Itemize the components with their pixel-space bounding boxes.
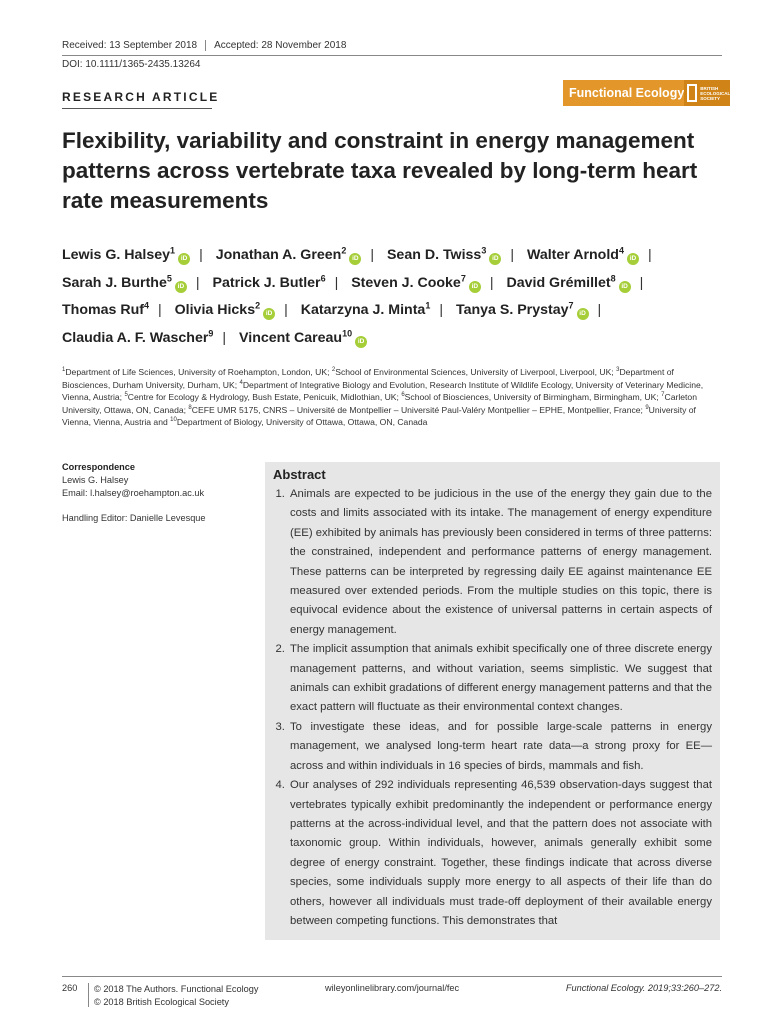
author-separator: | xyxy=(439,302,444,318)
orcid-icon[interactable]: iD xyxy=(619,281,631,293)
affiliation-text: CEFE UMR 5175, CNRS – Université de Montpellier – Université Paul-Valéry Montpellier – EPHE, Montpellier, France; xyxy=(191,404,646,415)
bes-logo-text xyxy=(700,86,730,101)
abstract-item: 2. The implicit assumption that animals exhibit specifically one of three discrete energy management patterns, and without variation, seems simplistic. We suggest that animals can exhibit gradations of different energy management patterns and that the exact pattern will fluctuate as their environmental context changes. xyxy=(288,640,712,718)
article-title: Flexibility, variability and constraint in energy management patterns across vertebrate taxa revealed by long-term heart rate measurements xyxy=(62,128,698,213)
author xyxy=(62,272,187,291)
footer-copyright xyxy=(94,983,258,1009)
author-name: Tanya S. Prystay xyxy=(455,302,569,318)
affiliation-number: 1 xyxy=(62,367,66,374)
author-name: Jonathan A. Green xyxy=(215,247,342,263)
author xyxy=(239,327,367,346)
article-type: RESEARCH ARTICLE xyxy=(62,90,220,104)
affiliation-number: 9 xyxy=(645,404,649,411)
author-affiliation-number: 4 xyxy=(143,300,149,311)
affiliation-number: 4 xyxy=(239,379,243,386)
orcid-icon[interactable]: iD xyxy=(469,281,481,293)
orcid-icon[interactable]: iD xyxy=(627,253,639,265)
author-affiliation-number: 7 xyxy=(568,300,574,311)
author xyxy=(527,247,639,263)
author-affiliation-number: 1 xyxy=(170,245,176,256)
author-affiliation-number: 2 xyxy=(341,245,347,256)
copyright-authors: © 2018 The Authors. Functional Ecology xyxy=(94,984,259,994)
author-affiliation-number: 8 xyxy=(610,272,616,283)
author xyxy=(301,302,431,318)
page-number: 260 xyxy=(62,983,78,993)
orcid-icon[interactable]: iD xyxy=(175,281,187,293)
bes-logo-mark-icon xyxy=(687,84,697,102)
author xyxy=(62,247,190,263)
journal-url[interactable]: wileyonlinelibrary.com/journal/fec xyxy=(325,983,460,993)
author-name: Walter Arnold xyxy=(526,247,619,263)
accepted-date: Accepted: 28 November 2018 xyxy=(214,40,347,52)
handling-editor: Handling Editor: Danielle Levesque xyxy=(62,513,206,524)
author-list xyxy=(62,242,722,352)
article-type-rule xyxy=(62,108,212,109)
author-separator: | xyxy=(647,247,652,263)
author-name: David Grémillet xyxy=(506,274,611,291)
abstract-box xyxy=(265,462,720,940)
bes-logo xyxy=(684,80,730,106)
author-separator: | xyxy=(222,329,227,346)
author xyxy=(175,302,275,318)
author-affiliation-number: 3 xyxy=(481,245,487,256)
author-separator: | xyxy=(639,274,644,291)
author-name: Sarah J. Burthe xyxy=(62,274,167,291)
author-affiliation-number: 2 xyxy=(255,300,261,311)
author-separator: | xyxy=(597,302,602,318)
orcid-icon[interactable]: iD xyxy=(349,253,361,265)
author-name: Claudia A. F. Wascher xyxy=(62,329,209,346)
orcid-icon[interactable]: iD xyxy=(355,336,367,348)
abstract-list xyxy=(273,485,712,931)
affiliation-number: 7 xyxy=(661,392,665,399)
author-separator: | xyxy=(510,247,515,263)
copyright-society: © 2018 British Ecological Society xyxy=(94,997,229,1007)
author-separator: | xyxy=(199,247,203,263)
author-affiliation-number: 10 xyxy=(342,327,353,338)
affiliation-text: Department of Biology, University of Ottawa, Ottawa, ON, Canada xyxy=(176,417,428,428)
logo-line-3: SOCIETY xyxy=(700,95,721,101)
logo-line-1: BRITISH xyxy=(700,85,719,91)
author-affiliation-number: 7 xyxy=(460,272,466,283)
orcid-icon[interactable]: iD xyxy=(263,308,275,320)
correspondence-heading: Correspondence xyxy=(62,462,136,472)
correspondence xyxy=(62,461,262,525)
author-name: Katarzyna J. Minta xyxy=(300,302,426,318)
journal-name: Functional Ecology xyxy=(569,86,685,100)
affiliation-number: 8 xyxy=(188,404,192,411)
author-name: Vincent Careau xyxy=(239,329,343,346)
logo-line-2: ECOLOGICAL xyxy=(700,90,731,96)
author-separator: | xyxy=(370,247,375,263)
orcid-icon[interactable]: iD xyxy=(489,253,501,265)
footer-divider xyxy=(88,983,89,1007)
affiliations xyxy=(62,366,722,429)
author-separator: | xyxy=(195,274,200,291)
affiliation-text: University of Vienna, Vienna, Austria and xyxy=(62,404,696,428)
orcid-icon[interactable]: iD xyxy=(178,253,190,265)
author-name: Sean D. Twiss xyxy=(386,247,482,263)
author xyxy=(62,302,149,318)
author-separator: | xyxy=(158,302,162,318)
author xyxy=(506,272,630,291)
affiliation-number: 10 xyxy=(170,417,177,424)
doi: DOI: 10.1111/1365-2435.13264 xyxy=(62,59,201,70)
footer-rule xyxy=(62,976,722,977)
correspondence-email[interactable]: Email: l.halsey@roehampton.ac.uk xyxy=(62,487,205,498)
correspondence-name: Lewis G. Halsey xyxy=(62,474,129,485)
author-name: Lewis G. Halsey xyxy=(62,247,171,263)
author-separator: | xyxy=(334,274,339,291)
affiliation-number: 2 xyxy=(331,367,336,374)
author-name: Steven J. Cooke xyxy=(351,274,461,291)
affiliation-number: 5 xyxy=(124,392,128,399)
abstract-item: 1. Animals are expected to be judicious in the use of the energy they gain due to the costs and limits associated with its intake. The management of energy expenditure (EE) exhibited by animals has previously been considered in terms of three patterns: the constrained, independent and performance patterns of energy management. These patterns can be interpreted by regressing daily EE against maintenance EE measured over extended periods. From the multiple studies on this topic, there is equivocal evidence about the existence of universal patterns in certain aspects of energy management. xyxy=(288,485,712,640)
author-separator: | xyxy=(284,302,288,318)
abstract-item: 3. To investigate these ideas, and for possible large-scale patterns in energy management, we analysed long-term heart rate data—a strong proxy for EE—across and within individuals in 16 species of birds, mammals and fish. xyxy=(288,718,712,776)
author-name: Olivia Hicks xyxy=(174,302,256,318)
affiliation-number: 6 xyxy=(401,392,405,399)
author xyxy=(62,327,214,346)
citation: Functional Ecology. 2019;33:260–272. xyxy=(565,983,722,993)
author xyxy=(212,272,326,291)
abstract-item: 4. Our analyses of 292 individuals representing 46,539 observation-days suggest that vertebrates typically exhibit predominantly the independent or performance energy patterns at the across-individual level, and that the pattern does not associate with taxonomic group. Within individuals, however, animals generally exhibit some degree of energy constraint. Together, these findings indicate that across diverse species, some individuals supply more energy to all aspects of their life than do others, however all individuals must trade-off deployment of their available energy between competing functions. This demonstrates that xyxy=(288,776,712,931)
affiliation-text: School of Environmental Sciences, University of Liverpool, Liverpool, UK; xyxy=(335,367,617,377)
author xyxy=(456,302,589,318)
author-name: Patrick J. Butler xyxy=(212,274,321,291)
affiliation-text: School of Biosciences, University of Birmingham, Birmingham, UK; xyxy=(404,392,662,403)
author xyxy=(351,272,481,291)
author-affiliation-number: 6 xyxy=(320,272,326,283)
author-separator: | xyxy=(489,274,494,291)
author-name: Thomas Ruf xyxy=(62,302,144,318)
abstract-heading: Abstract xyxy=(273,467,326,482)
affiliation-text: Department of Biosciences, Durham University, Durham, UK; xyxy=(62,367,674,390)
affiliation-text: Carleton University, Ottawa, ON, Canada; xyxy=(62,392,697,415)
journal-badge xyxy=(563,80,731,106)
author-affiliation-number: 1 xyxy=(425,300,431,311)
header-rule xyxy=(62,55,722,56)
affiliation-number: 3 xyxy=(616,367,620,374)
author xyxy=(216,247,362,263)
affiliation-text: Department of Integrative Biology and Evolution, Research Institute of Wildlife Ecology, University of Veterinary Medicine, Vienna, Austria; xyxy=(62,379,704,403)
dates-line xyxy=(62,40,346,51)
orcid-icon[interactable]: iD xyxy=(577,308,589,320)
affiliation-text: Department of Life Sciences, University of Roehampton, London, UK; xyxy=(65,367,332,377)
author-affiliation-number: 4 xyxy=(618,245,624,256)
author xyxy=(387,247,501,263)
received-date: Received: 13 September 2018 xyxy=(62,40,198,52)
author-affiliation-number: 5 xyxy=(166,272,172,283)
affiliation-text: Centre for Ecology & Hydrology, Bush Estate, Penicuik, Midlothian, UK; xyxy=(127,392,402,403)
author-affiliation-number: 9 xyxy=(208,327,214,338)
